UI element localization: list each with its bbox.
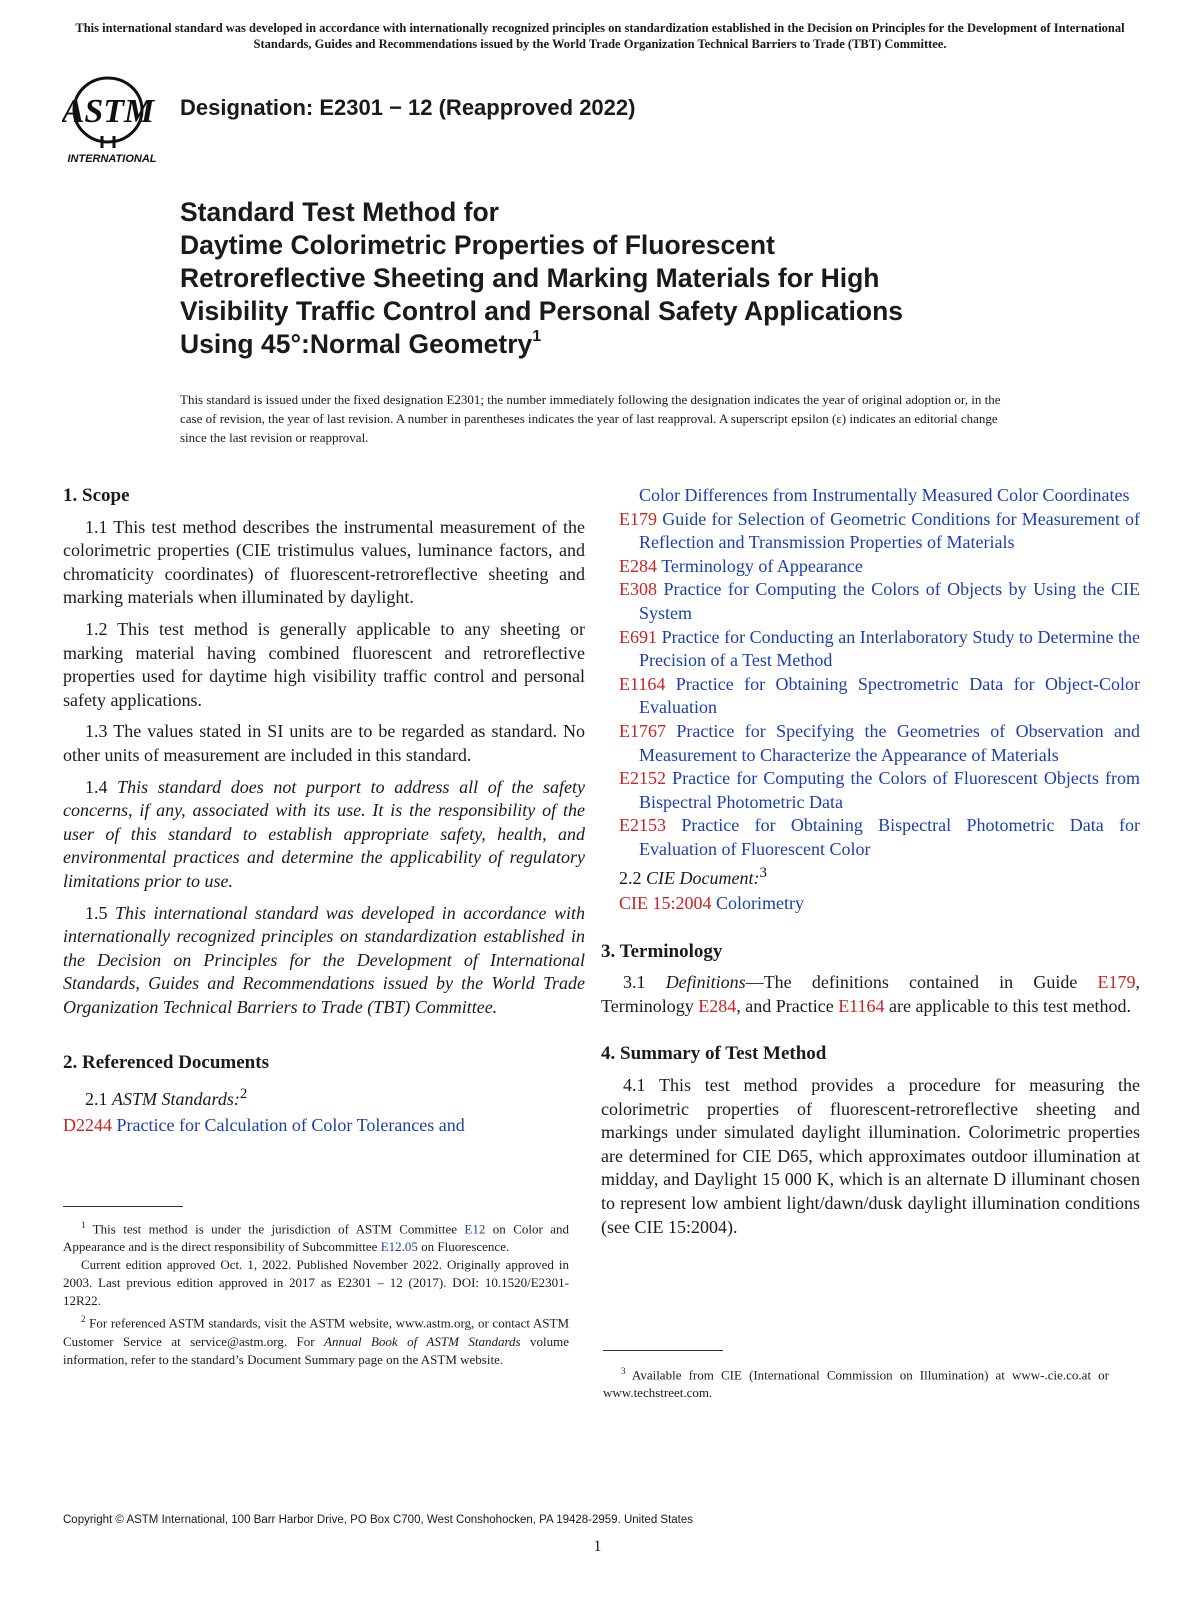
ref-e2152[interactable]: E2152 Practice for Computing the Colors of Fluorescent Objects from Bispectral Photometric Data (619, 768, 1141, 812)
footnotes-left (63, 1216, 569, 1369)
ref-e1767[interactable]: E1767 Practice for Specifying the Geometries of Observation and Measurement to Characterize the Appearance of Materials (619, 720, 1141, 765)
footnote-2: $^2$ For referenced ASTM standards, visit the ASTM website, www.astm.org, or contact ASTM Customer Service at service@astm.org. For Annual Book of ASTM Standards volume information, refer to the standard’s Document Summary page on the ASTM website. (63, 1314, 570, 1367)
ref-e691[interactable]: E691 Practice for Conducting an Interlaboratory Study to Determine the Precision of a Test Method (619, 626, 1141, 671)
section-heading-terminology: 3. Terminology (601, 940, 723, 962)
ref-cie-15[interactable]: CIE 15:2004 Colorimetry (619, 893, 804, 914)
paragraph-1-3: 1.3 The values stated in SI units are to be regarded as standard. No other units of measurement are included in this standard. (63, 721, 585, 765)
ref-e1164[interactable]: E1164 Practice for Obtaining Spectrometric Data for Object-Color Evaluation (619, 673, 1140, 718)
cie-document-label: 2.2 CIE Document:$^3$ (619, 864, 767, 888)
left-column (63, 484, 585, 1137)
ref-e179[interactable]: E179 Guide for Selection of Geometric Conditions for Measurement of Reflection and Transmission Properties of Materials (619, 508, 1140, 553)
copyright: Copyright © ASTM International, 100 Barr Harbor Drive, PO Box C700, West Conshohocken, PA 19428-2959. United States (63, 1514, 694, 1526)
footnote-3: $^3$ Available from CIE (International Commission on Illumination) at www-.cie.co.at or www.techstreet.com. (603, 1366, 1109, 1401)
footnotes-right (603, 1362, 1109, 1402)
document-title (180, 196, 1080, 361)
ref-e284[interactable]: E284 Terminology of Appearance (619, 555, 863, 576)
ref-e2153[interactable]: E2153 Practice for Obtaining Bispectral Photometric Data for Evaluation of Fluorescent Color (619, 815, 1141, 859)
paragraph-4-1: 4.1 This test method provides a procedure for measuring the colorimetric properties of fluorescent-retroreflective sheeting and markings under simulated daylight illumination. Colorimetric properties are determined for CIE D65, which approximates outdoor illumination at midday, and Daylight 15 000 K, which is an alternate D illuminant chosen to represent low ambient light/dawn/dusk daylight illumination conditions (see CIE 15:2004). (601, 1075, 1140, 1237)
issued-note: This standard is issued under the fixed designation E2301; the number immediately following the designation indicates the year of original adoption or, in the case of revision, the year of last revision. A number in parentheses indicates the year of last reapproval. A superscript epsilon (ε) indicates an editorial change since the last revision or reapproval. (180, 392, 1001, 445)
designation: Designation: E2301 − 12 (Reapproved 2022) (180, 95, 636, 120)
paragraph-1-2: 1.2 This test method is generally applicable to any sheeting or marking material having combined fluorescent and retroreflective properties used for daytime high visibility traffic control and personal safety applications. (63, 618, 585, 710)
top-notice: This international standard was developed in accordance with internationally recognized principles on standardization established in the Decision on Principles for the Development of International Standards, Guides and Recommendations issued by the World Trade Organization Technical Barriers to Trade (TBT) Committee. (75, 21, 1125, 51)
astm-standards-label: 2.1 ASTM Standards:$^2$ (85, 1086, 248, 1110)
reference-list (619, 508, 1140, 862)
logo-subtext: INTERNATIONAL (67, 153, 157, 165)
ref-d2244-continued: Color Differences from Instrumentally Measured Color Coordinates (639, 485, 1130, 505)
title-footnote-mark: 1 (532, 328, 542, 345)
title-line: Visibility Traffic Control and Personal Safety Applications (180, 296, 904, 326)
footnote-1: $^1$ This test method is under the jurisdiction of ASTM Committee E12 on Color and Appearance and is the direct responsibility of Subcommittee E12.05 on Fluorescence. (63, 1220, 569, 1255)
section-heading-references: 2. Referenced Documents (63, 1052, 269, 1074)
title-line: Daytime Colorimetric Properties of Fluorescent (180, 230, 775, 260)
paragraph-1-1: 1.1 This test method describes the instrumental measurement of the colorimetric properties (CIE tristimulus values, luminance factors, and chromaticity coordinates) of fluorescent-retroreflective sheeting and marking materials when illuminated by daylight. (63, 516, 585, 608)
right-column (601, 484, 1141, 1247)
paragraph-1-4: 1.4 This standard does not purport to address all of the safety concerns, if any, associated with its use. It is the responsibility of the user of this standard to establish appropriate safety, health, and environmental practices and determine the applicability of regulatory limitations prior to use. (63, 776, 585, 891)
footnote-edition: Current edition approved Oct. 1, 2022. Published November 2022. Originally approved in 2003. Last previous edition approved in 2017 as E2301 – 12 (2017). DOI: 10.1520/E2301-12R22. (63, 1257, 569, 1309)
ref-e308[interactable]: E308 Practice for Computing the Colors of Objects by Using the CIE System (619, 579, 1140, 623)
logo-text: ASTM (62, 93, 155, 130)
page-number: 1 (593, 1538, 602, 1555)
section-heading-scope: 1. Scope (63, 485, 130, 506)
ref-d2244[interactable]: D2244 Practice for Calculation of Color Tolerances and (63, 1114, 465, 1135)
link-e12-05[interactable]: E12.05 (380, 1239, 418, 1255)
title-line: Retroreflective Sheeting and Marking Materials for High (180, 263, 880, 293)
section-heading-summary: 4. Summary of Test Method (601, 1043, 827, 1065)
paragraph-1-5: 1.5 This international standard was developed in accordance with internationally recognized principles on standardization established in the Decision on Principles for the Development of International Standards, Guides and Recommendations issued by the World Trade Organization Technical Barriers to Trade (TBT) Committee. (63, 902, 585, 1017)
link-e12[interactable]: E12 (464, 1221, 486, 1237)
title-line: Using 45°:Normal Geometry (180, 329, 533, 359)
title-line: Standard Test Method for (180, 197, 499, 227)
paragraph-3-1: 3.1 Definitions—The definitions contained in Guide E179, Terminology E284, and Practice E1164 are applicable to this test method. (601, 972, 1141, 1016)
astm-logo (62, 70, 166, 166)
